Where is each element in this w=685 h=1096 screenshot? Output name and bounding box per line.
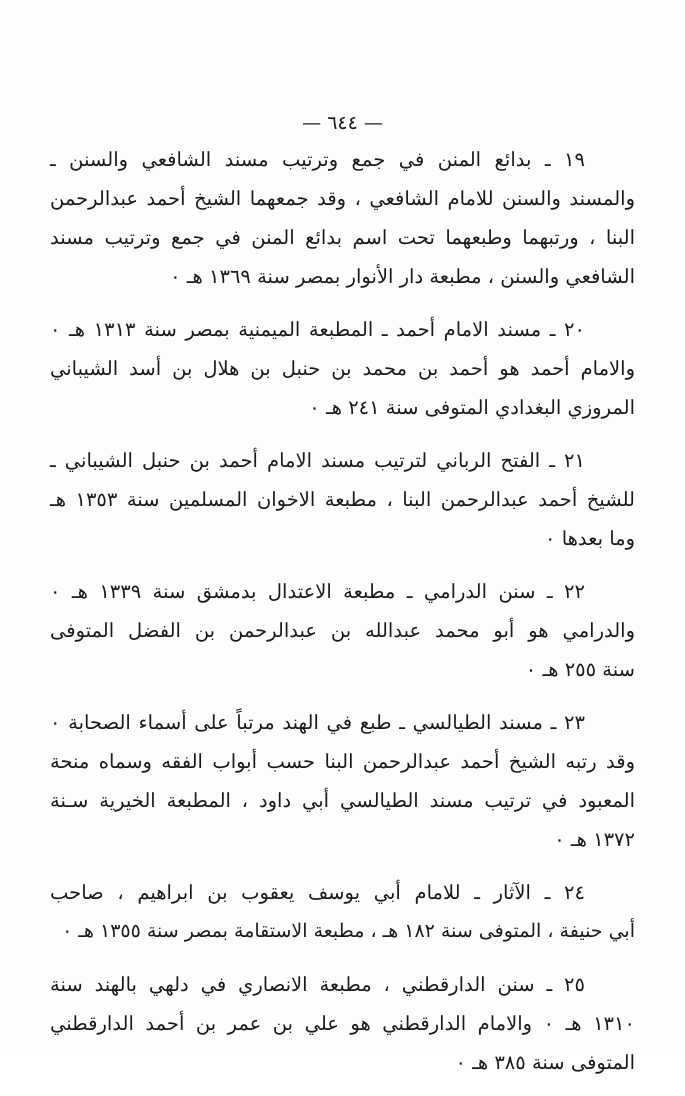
entry-22 xyxy=(50,572,635,689)
entry-24 xyxy=(50,873,635,951)
entry-line: ٢٤ ـ الآثار ـ للامام أبي يوسف يعقوب بن ابراهيم ، صاحب xyxy=(50,881,585,904)
entry-line: والامام أحمد هو أحمد بن محمد بن حنبل بن هلال بن أسد الشيباني xyxy=(50,357,635,380)
entry-line: أبي حنيفة ، المتوفى سنة ١٨٢ هـ ، مطبعة الاستقامة بمصر سنة ١٣٥٥ هـ ٠ xyxy=(62,920,635,942)
entries-list xyxy=(50,140,635,1096)
entry-line: ٢١ ـ الفتح الرباني لترتيب مسند الامام أحمد بن حنبل الشيباني ـ xyxy=(50,449,585,472)
entry-line: ٢٢ ـ سنن الدرامي ـ مطبعة الاعتدال بدمشق سنة ١٣٣٩ هـ ٠ xyxy=(50,580,585,603)
entry-line: ١٩ ـ بدائع المنن في جمع وترتيب مسند الشافعي والسنن ـ xyxy=(50,148,585,171)
entry-23 xyxy=(50,703,635,859)
entry-line: وقد رتبه الشيخ أحمد عبدالرحمن البنا حسب أبواب الفقه وسماه منحة xyxy=(50,750,635,773)
entry-line: للشيخ أحمد عبدالرحمن البنا ، مطبعة الاخوان المسلمين سنة ١٣٥٣ هـ xyxy=(50,488,635,511)
entry-line: ١٣٧٢ هـ ٠ xyxy=(554,828,635,851)
entry-line: ٢٥ ـ سنن الدارقطني ، مطبعة الانصاري في دلهي بالهند سنة xyxy=(50,973,585,996)
page-number: — ٦٤٤ — xyxy=(302,112,383,134)
entry-25 xyxy=(50,965,635,1082)
entry-line: ٢٣ ـ مسند الطيالسي ـ طبع في الهند مرتباً على أسماء الصحابة ٠ xyxy=(50,711,585,734)
entry-line: والدرامي هو أبو محمد عبدالله بن عبدالرحمن بن الفضل المتوفى xyxy=(50,619,635,642)
entry-line: سنة ٢٥٥ هـ ٠ xyxy=(525,658,635,681)
entry-line: الشافعي والسنن ، مطبعة دار الأنوار بمصر سنة ١٣٦٩ هـ ٠ xyxy=(170,265,635,288)
entry-line: المعبود في ترتيب مسند الطيالسي أبي داود ، المطبعة الخيرية سـنة xyxy=(50,789,635,812)
entry-line: وما بعدها ٠ xyxy=(545,527,635,550)
entry-line: ١٣١٠ هـ ٠ والامام الدارقطني هو علي بن عمر بن أحمد الدارقطني xyxy=(50,1012,635,1035)
entry-21 xyxy=(50,441,635,558)
entry-20 xyxy=(50,310,635,427)
entry-line: ٢٠ ـ مسند الامام أحمد ـ المطبعة الميمنية بمصر سنة ١٣١٣ هـ ٠ xyxy=(50,318,585,341)
entry-line: البنا ، ورتبهما وطبعهما تحت اسم بدائع المنن في جمع وترتيب مسند xyxy=(50,226,635,249)
entry-line: والمسند والسنن للامام الشافعي ، وقد جمعهما الشيخ أحمد عبدالرحمن xyxy=(50,187,635,210)
entry-line: المروزي البغدادي المتوفى سنة ٢٤١ هـ ٠ xyxy=(309,396,635,419)
entry-19 xyxy=(50,140,635,296)
entry-line: المتوفى سنة ٣٨٥ هـ ٠ xyxy=(455,1051,635,1074)
